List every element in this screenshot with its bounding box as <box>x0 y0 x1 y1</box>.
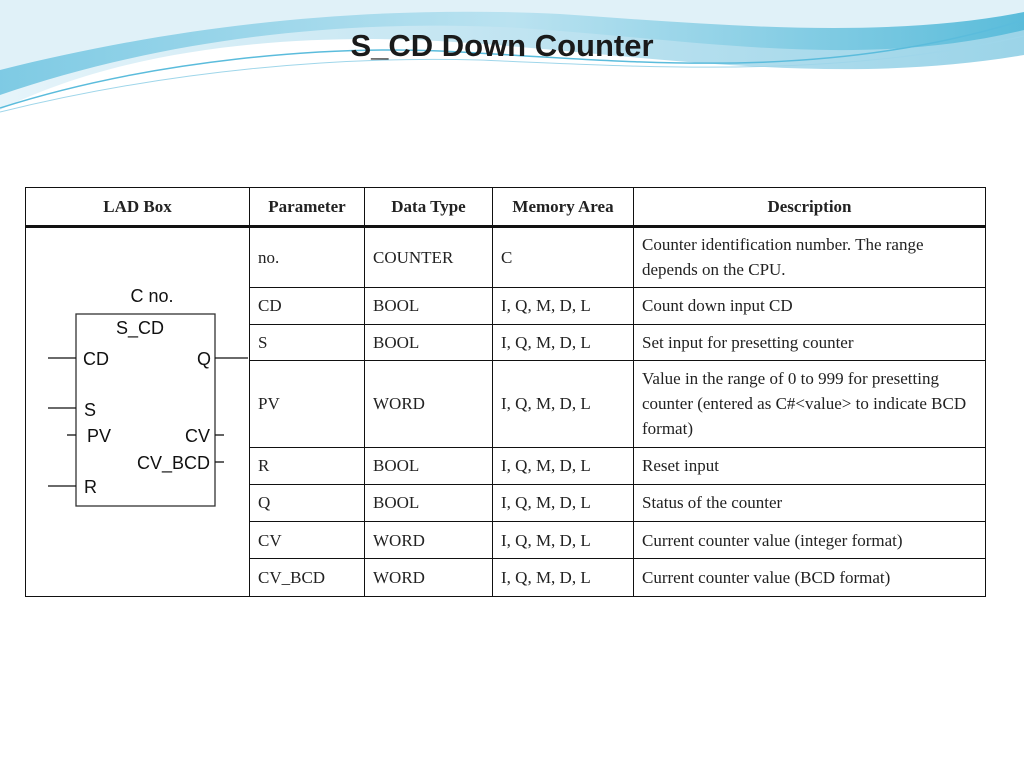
header-description: Description <box>634 188 986 227</box>
cell-description: Count down input CD <box>634 287 986 324</box>
lad-input-s: S <box>84 400 97 420</box>
page-title: S_CD Down Counter <box>350 28 654 63</box>
cell-data-type: COUNTER <box>365 227 493 288</box>
cell-parameter: R <box>250 447 365 485</box>
lad-input-r: R <box>84 477 97 497</box>
header-lad-box: LAD Box <box>26 188 250 227</box>
cell-parameter: S <box>250 324 365 361</box>
parameter-table <box>25 187 986 597</box>
cell-parameter: PV <box>250 361 365 447</box>
lad-output-q: Q <box>196 349 211 369</box>
cell-memory-area: I, Q, M, D, L <box>493 287 634 324</box>
lad-output-cv-bcd: CV_BCD <box>136 453 210 473</box>
cell-parameter: CV_BCD <box>250 559 365 597</box>
table-header-row <box>26 188 986 227</box>
cell-parameter: no. <box>250 227 365 288</box>
lad-block-name: S_CD <box>115 318 165 338</box>
cell-description: Current counter value (BCD format) <box>634 559 986 597</box>
lad-input-cd: CD <box>83 349 109 369</box>
cell-data-type: BOOL <box>365 447 493 485</box>
cell-memory-area: I, Q, M, D, L <box>493 559 634 597</box>
cell-data-type: BOOL <box>365 485 493 522</box>
cell-parameter: CD <box>250 287 365 324</box>
cell-description: Status of the counter <box>634 485 986 522</box>
lad-box-cell <box>26 227 250 597</box>
cell-memory-area: I, Q, M, D, L <box>493 521 634 559</box>
header-data-type: Data Type <box>365 188 493 227</box>
cell-memory-area: I, Q, M, D, L <box>493 361 634 447</box>
cell-description: Current counter value (integer format) <box>634 521 986 559</box>
cell-data-type: BOOL <box>365 287 493 324</box>
cell-parameter: CV <box>250 521 365 559</box>
cell-description: Counter identification number. The range depends on the CPU. <box>634 227 986 288</box>
cell-memory-area: I, Q, M, D, L <box>493 447 634 485</box>
header-parameter: Parameter <box>250 188 365 227</box>
header-memory-area: Memory Area <box>493 188 634 227</box>
lad-output-cv: CV <box>184 426 210 446</box>
table-row <box>26 227 986 288</box>
cell-description: Value in the range of 0 to 999 for presetting counter (entered as C#<value> to indicate BCD format) <box>634 361 986 447</box>
lad-input-pv: PV <box>87 426 112 446</box>
cell-data-type: WORD <box>365 361 493 447</box>
cell-memory-area: I, Q, M, D, L <box>493 324 634 361</box>
lad-box-diagram <box>34 228 256 596</box>
cell-data-type: WORD <box>365 521 493 559</box>
lad-address-label: C no. <box>130 286 174 306</box>
cell-memory-area: I, Q, M, D, L <box>493 485 634 522</box>
cell-data-type: WORD <box>365 559 493 597</box>
cell-data-type: BOOL <box>365 324 493 361</box>
cell-description: Reset input <box>634 447 986 485</box>
header-swoosh-decoration <box>0 0 1024 130</box>
cell-parameter: Q <box>250 485 365 522</box>
cell-memory-area: C <box>493 227 634 288</box>
cell-description: Set input for presetting counter <box>634 324 986 361</box>
